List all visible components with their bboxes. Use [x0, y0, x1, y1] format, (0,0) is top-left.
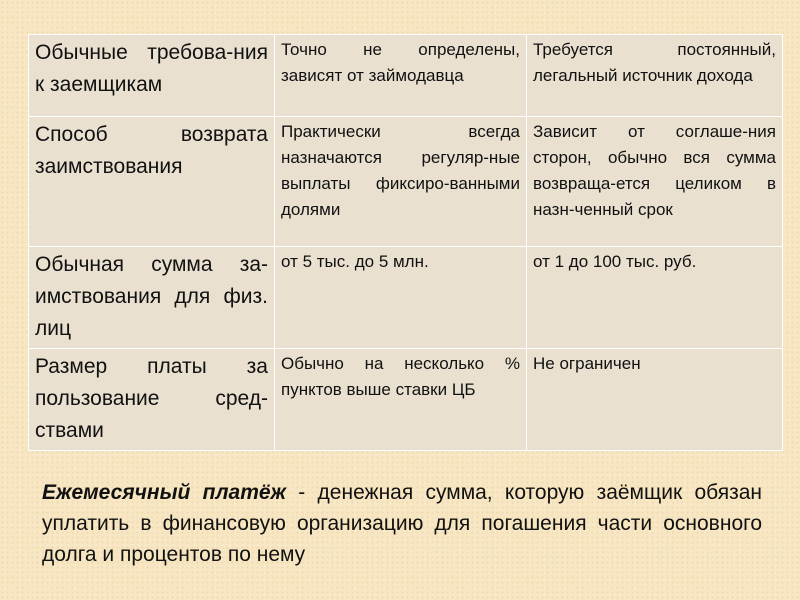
- cell-amount-col2: от 5 тыс. до 5 млн.: [275, 247, 527, 349]
- cell-fee-col2: Обычно на несколько % пунктов выше ставки ЦБ: [275, 349, 527, 451]
- row-label-fee: Размер платы за пользование сред-ствами: [29, 349, 275, 451]
- cell-fee-col3: Не ограничен: [527, 349, 783, 451]
- table-row: [29, 35, 783, 117]
- cell-requirements-col3: Требуется постоянный, легальный источник дохода: [527, 35, 783, 117]
- cell-repayment-col2: Практически всегда назначаются регуляр-ные выплаты фиксиро-ванными долями: [275, 117, 527, 247]
- table-row: [29, 247, 783, 349]
- cell-amount-col3: от 1 до 100 тыс. руб.: [527, 247, 783, 349]
- definition-term: Ежемесячный платёж: [42, 481, 287, 504]
- cell-repayment-col3: Зависит от соглаше-ния сторон, обычно вся сумма возвраща-ется целиком в назн-ченный срок: [527, 117, 783, 247]
- table-row: [29, 349, 783, 451]
- row-label-amount: Обычная сумма за-имствования для физ. лиц: [29, 247, 275, 349]
- definition-paragraph: [42, 477, 762, 570]
- comparison-table: [28, 34, 783, 451]
- table-row: [29, 117, 783, 247]
- row-label-requirements: Обычные требова-ния к заемщикам: [29, 35, 275, 117]
- row-label-repayment: Способ возврата заимствования: [29, 117, 275, 247]
- cell-requirements-col2: Точно не определены, зависят от займодавца: [275, 35, 527, 117]
- definition-text: - денежная сумма, которую заёмщик обязан уплатить в финансовую организацию для погашения части основного долга и процентов по нему: [42, 481, 762, 566]
